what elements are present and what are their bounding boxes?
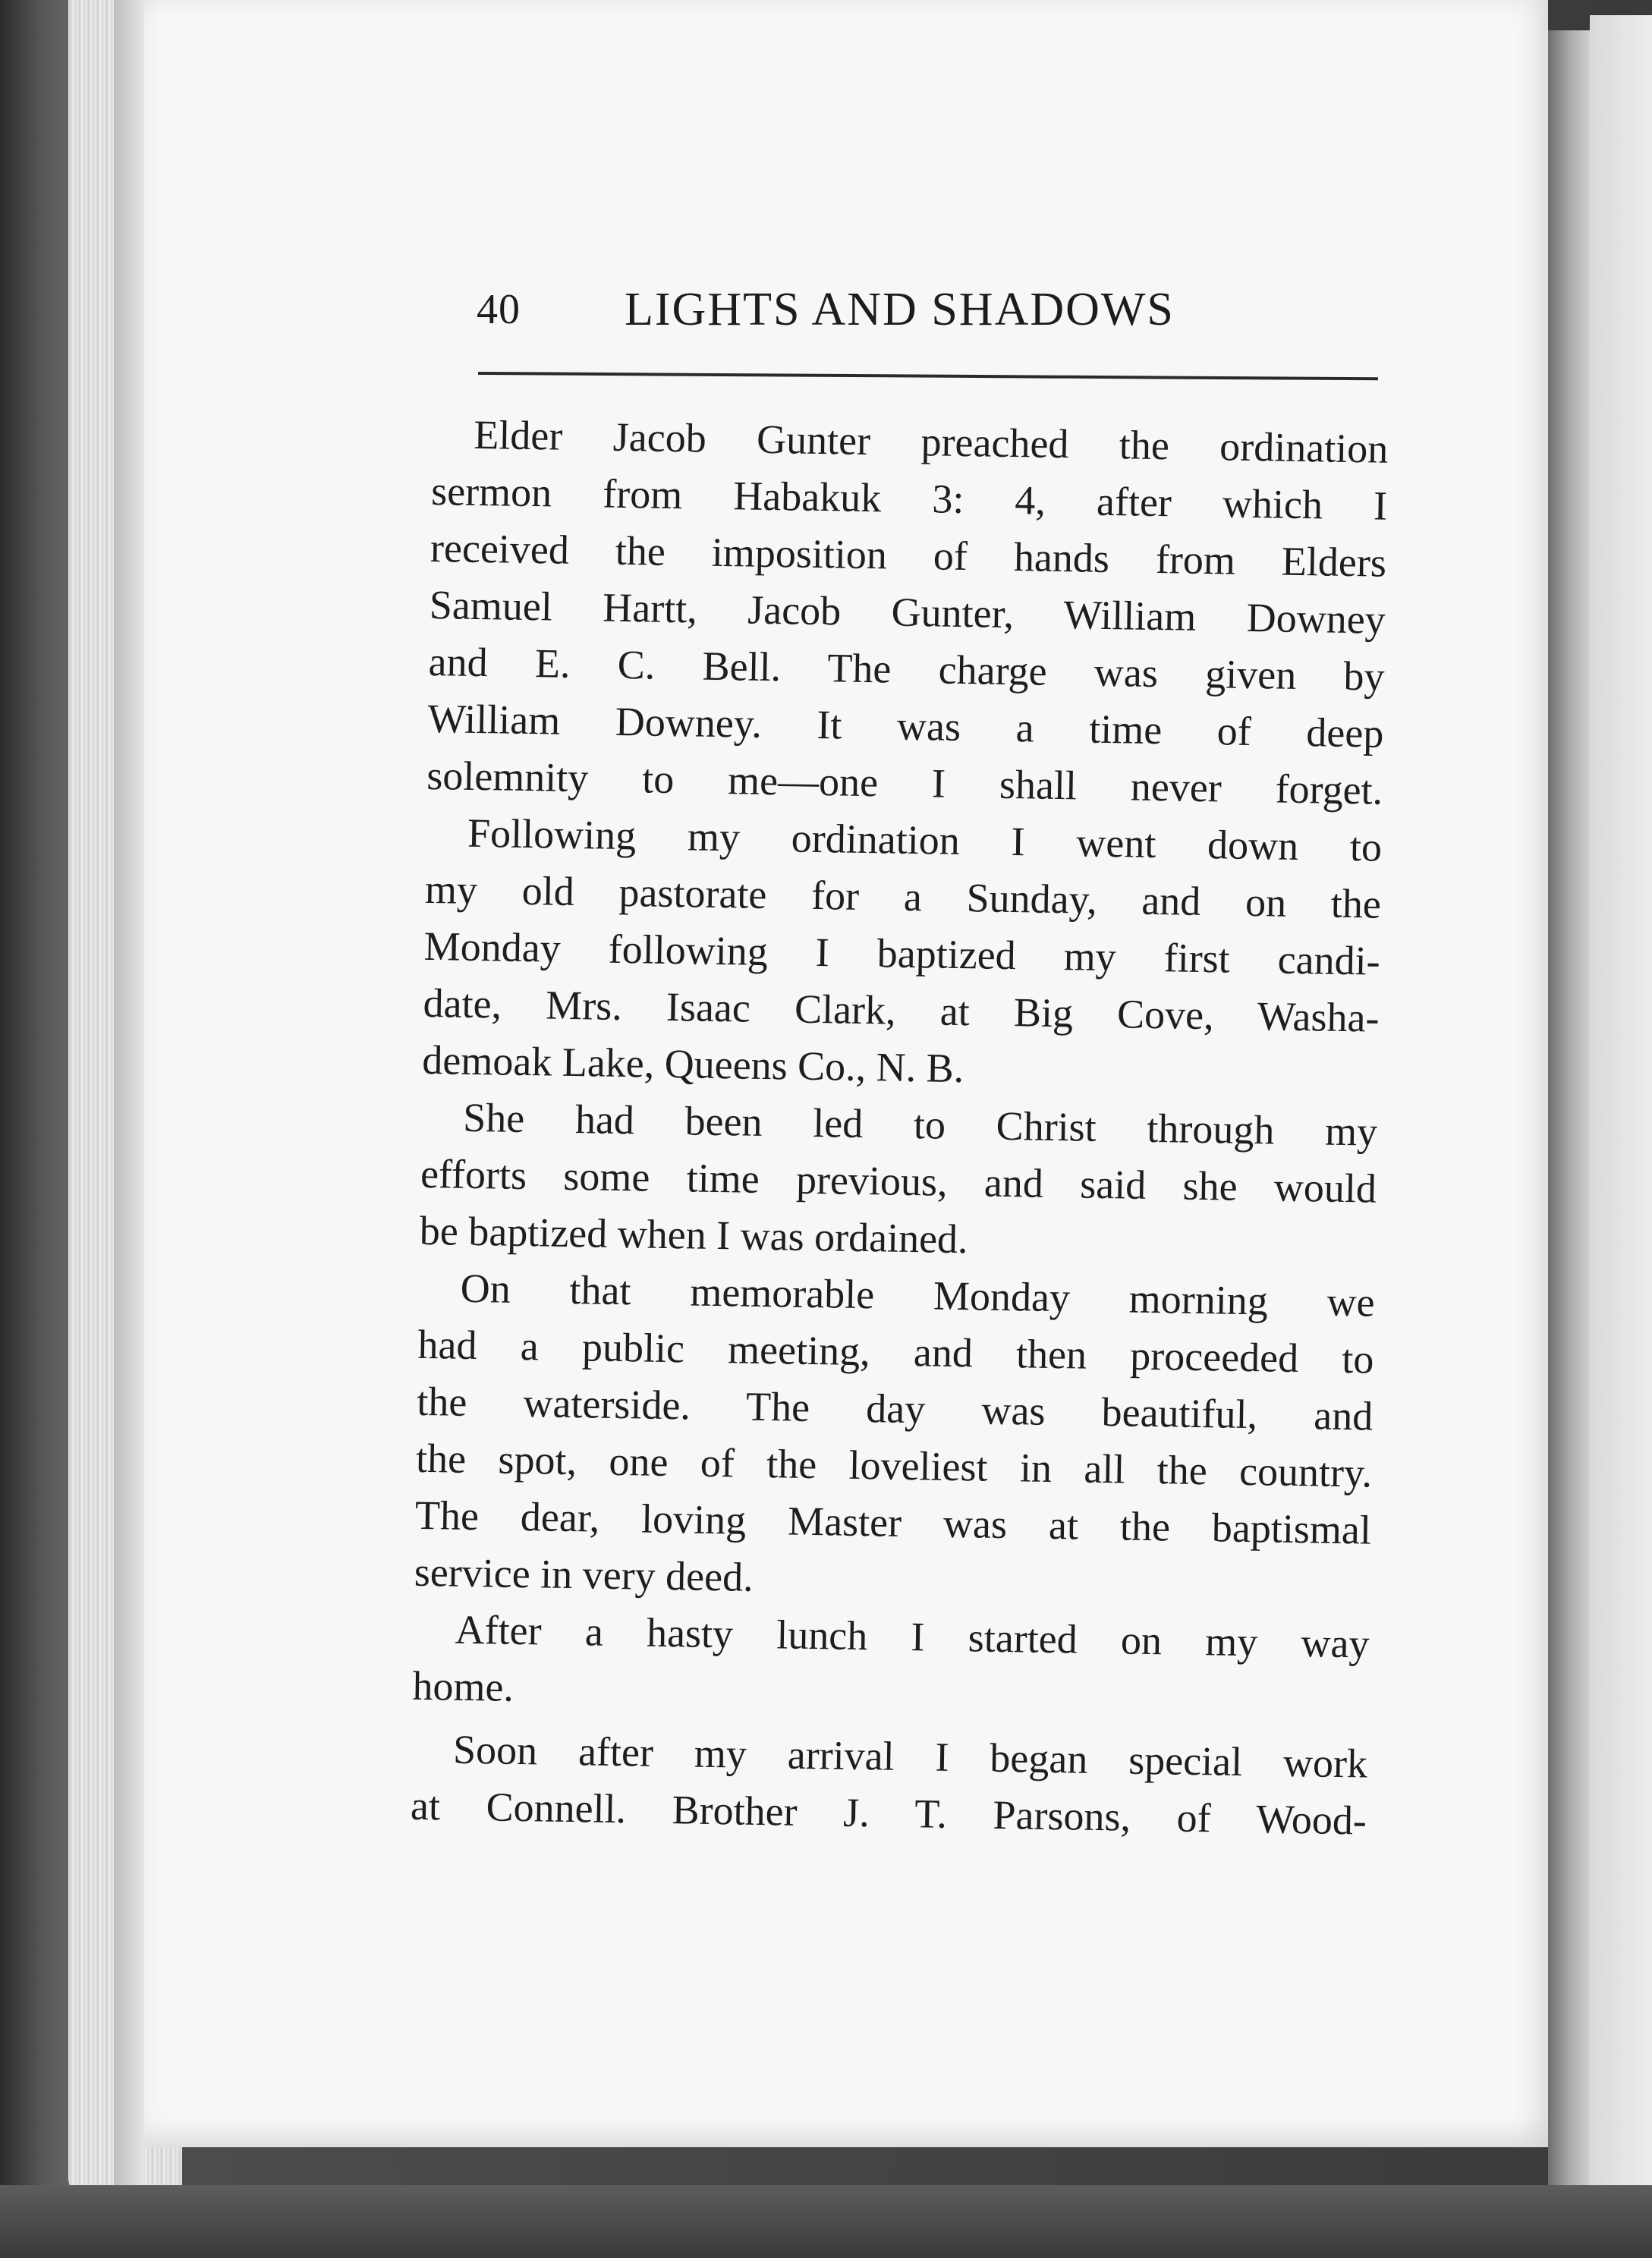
text-line: date, Mrs. Isaac Clark, at Big Cove, Washa- — [423, 980, 1380, 1041]
paragraph-5 — [412, 1601, 1370, 1730]
text-line: received the imposition of hands from Elders — [430, 524, 1387, 586]
paragraph-3 — [419, 1089, 1377, 1275]
facing-page-edge — [1590, 15, 1652, 2216]
text-line: Soon after my arrival I began special work — [452, 1726, 1368, 1787]
text-line: demoak Lake, Queens Co., N. B. — [421, 1036, 964, 1092]
text-line: be baptized when I was ordained. — [419, 1207, 969, 1263]
gutter-fold — [1548, 30, 1590, 2193]
running-title: LIGHTS AND SHADOWS — [625, 284, 1175, 335]
text-line: had a public meeting, and then proceeded to — [417, 1321, 1374, 1382]
text-line: Following my ordination I went down to — [467, 810, 1383, 870]
paragraph-1 — [426, 406, 1389, 819]
paragraph-6 — [410, 1721, 1367, 1850]
body-text — [410, 406, 1388, 1850]
text-line: The dear, loving Master was at the baptismal — [414, 1492, 1372, 1553]
text-line: She had been led to Christ through my — [462, 1094, 1378, 1155]
text-line: sermon from Habakuk 3: 4, after which I — [430, 467, 1388, 529]
text-line: service in very deed. — [414, 1549, 754, 1600]
text-line: the waterside. The day was beautiful, and — [416, 1378, 1374, 1439]
text-line: solemnity to me—one I shall never forget. — [426, 752, 1383, 813]
text-line: Monday following I baptized my first candi- — [423, 923, 1381, 984]
text-line: my old pastorate for a Sunday, and on the — [424, 866, 1382, 927]
text-line: home. — [412, 1662, 514, 1710]
text-line: On that memorable Monday morning we — [460, 1265, 1376, 1326]
paragraph-2 — [422, 804, 1383, 1104]
text-line: the spot, one of the loveliest in all the country. — [415, 1435, 1373, 1496]
text-line: William Downey. It was a time of deep — [427, 695, 1384, 756]
text-line: efforts some time previous, and said she would — [420, 1150, 1377, 1212]
text-line: and E. C. Bell. The charge was given by — [428, 638, 1386, 700]
page-number: 40 — [477, 286, 521, 333]
running-header — [477, 279, 1380, 340]
text-line: at Connell. Brother J. T. Parsons, of Wood- — [410, 1782, 1367, 1844]
paragraph-4 — [414, 1260, 1375, 1616]
text-line: Elder Jacob Gunter preached the ordination — [473, 411, 1389, 472]
text-line: After a hasty lunch I started on my way — [455, 1606, 1370, 1667]
scan-bottom-band — [0, 2185, 1652, 2258]
page-edge-shadow — [114, 0, 144, 2185]
text-line: Samuel Hartt, Jacob Gunter, William Downey — [429, 581, 1386, 643]
